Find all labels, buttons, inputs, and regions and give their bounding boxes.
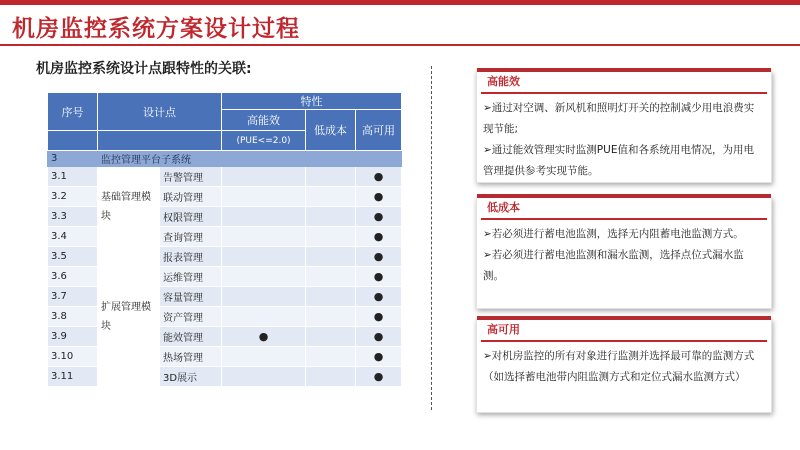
panel-bullet: ➢通过能效管理实时监测PUE值和各系统用电情况，为用电管理提供参考实现节能。 xyxy=(483,144,754,177)
header-high-eff-label: 高能效 xyxy=(247,114,280,127)
header-low-cost: 低成本 xyxy=(306,110,356,151)
mark-high-avail: ● xyxy=(356,187,402,207)
mark-high-eff xyxy=(222,307,306,327)
row-no: 3.10 xyxy=(48,347,98,367)
group-label-text: 基础管理模块 xyxy=(101,191,151,222)
section-row xyxy=(48,151,402,167)
mark-low-cost xyxy=(306,247,356,267)
page-title: 机房监控系统方案设计过程 xyxy=(12,16,300,42)
row-no: 3.2 xyxy=(48,187,98,207)
mark-high-eff xyxy=(222,287,306,307)
mark-high-avail: ● xyxy=(356,347,402,367)
mark-high-avail: ● xyxy=(356,267,402,287)
row-no: 3.11 xyxy=(48,367,98,387)
mark-high-avail: ● xyxy=(356,307,402,327)
mark-high-avail: ● xyxy=(356,247,402,267)
mark-high-avail: ● xyxy=(356,207,402,227)
row-no: 3.9 xyxy=(48,327,98,347)
header-high-eff-note: (PUE<=2.0) xyxy=(222,131,306,151)
mark-low-cost xyxy=(306,327,356,347)
group-label xyxy=(98,167,160,247)
mark-high-avail: ● xyxy=(356,327,402,347)
design-feature-table xyxy=(47,92,402,387)
mark-high-avail: ● xyxy=(356,367,402,387)
panel-bullet: ➢若必须进行蓄电池监测，选择无内阻蓄电池监测方式。 xyxy=(483,228,744,240)
panel-title: 高能效 xyxy=(481,72,767,94)
mark-high-eff xyxy=(222,207,306,227)
mark-low-cost xyxy=(306,307,356,327)
section-no: 3 xyxy=(48,151,98,167)
header-design-point-filler xyxy=(98,131,222,151)
panel-high-availability xyxy=(476,319,772,413)
row-item: 联动管理 xyxy=(160,187,222,207)
panel-bullet: ➢对机房监控的所有对象进行监测并选择最可靠的监测方式（如选择蓄电池带内阻监测方式和定位式漏水监测方式） xyxy=(483,350,755,383)
mark-low-cost xyxy=(306,267,356,287)
row-item: 报表管理 xyxy=(160,247,222,267)
panel-bullet: ➢若必须进行蓄电池监测和漏水监测，选择点位式漏水监测。 xyxy=(483,249,744,282)
panel-low-cost xyxy=(476,197,772,309)
panel-title: 低成本 xyxy=(481,198,767,220)
row-item: 告警管理 xyxy=(160,167,222,187)
table-row xyxy=(48,247,402,267)
row-no: 3.5 xyxy=(48,247,98,267)
header-feature: 特性 xyxy=(222,93,402,110)
row-no: 3.3 xyxy=(48,207,98,227)
mark-low-cost xyxy=(306,347,356,367)
table-row xyxy=(48,167,402,187)
panel-title: 高可用 xyxy=(481,320,767,342)
panel-body xyxy=(477,220,771,293)
mark-high-eff xyxy=(222,187,306,207)
mark-low-cost xyxy=(306,187,356,207)
mark-high-eff xyxy=(222,227,306,247)
row-no: 3.8 xyxy=(48,307,98,327)
mark-high-eff: ● xyxy=(222,327,306,347)
mark-high-eff xyxy=(222,167,306,187)
header-high-eff xyxy=(222,110,306,131)
mark-high-avail: ● xyxy=(356,227,402,247)
mark-low-cost xyxy=(306,367,356,387)
row-no: 3.1 xyxy=(48,167,98,187)
mark-high-eff xyxy=(222,267,306,287)
row-item: 能效管理 xyxy=(160,327,222,347)
section-label: 监控管理平台子系统 xyxy=(98,151,402,167)
mark-high-eff xyxy=(222,347,306,367)
header-design-point: 设计点 xyxy=(98,93,222,131)
row-item: 运维管理 xyxy=(160,267,222,287)
panel-bullet: ➢通过对空调、新风机和照明灯开关的控制减少用电浪费实现节能; xyxy=(483,102,755,135)
mark-high-eff xyxy=(222,367,306,387)
row-item: 权限管理 xyxy=(160,207,222,227)
row-no: 3.7 xyxy=(48,287,98,307)
panel-body xyxy=(477,342,771,394)
row-no: 3.6 xyxy=(48,267,98,287)
panel-high-efficiency xyxy=(476,71,772,183)
row-item: 查询管理 xyxy=(160,227,222,247)
row-item: 资产管理 xyxy=(160,307,222,327)
top-accent-bar xyxy=(0,0,800,5)
mark-low-cost xyxy=(306,167,356,187)
page-subtitle: 机房监控系统设计点跟特性的关联: xyxy=(36,61,252,77)
group-label xyxy=(98,247,160,387)
row-item: 热场管理 xyxy=(160,347,222,367)
mark-high-avail: ● xyxy=(356,167,402,187)
panel-body xyxy=(477,94,771,188)
dashed-divider xyxy=(431,66,432,410)
header-no: 序号 xyxy=(48,93,98,131)
title-rule xyxy=(0,44,800,46)
row-no: 3.4 xyxy=(48,227,98,247)
row-item: 容量管理 xyxy=(160,287,222,307)
mark-high-avail: ● xyxy=(356,287,402,307)
header-no-filler xyxy=(48,131,98,151)
row-item: 3D展示 xyxy=(160,367,222,387)
mark-low-cost xyxy=(306,207,356,227)
header-high-avail: 高可用 xyxy=(356,110,402,151)
group-label-text: 扩展管理模块 xyxy=(101,301,151,332)
mark-low-cost xyxy=(306,227,356,247)
mark-high-eff xyxy=(222,247,306,267)
mark-low-cost xyxy=(306,287,356,307)
